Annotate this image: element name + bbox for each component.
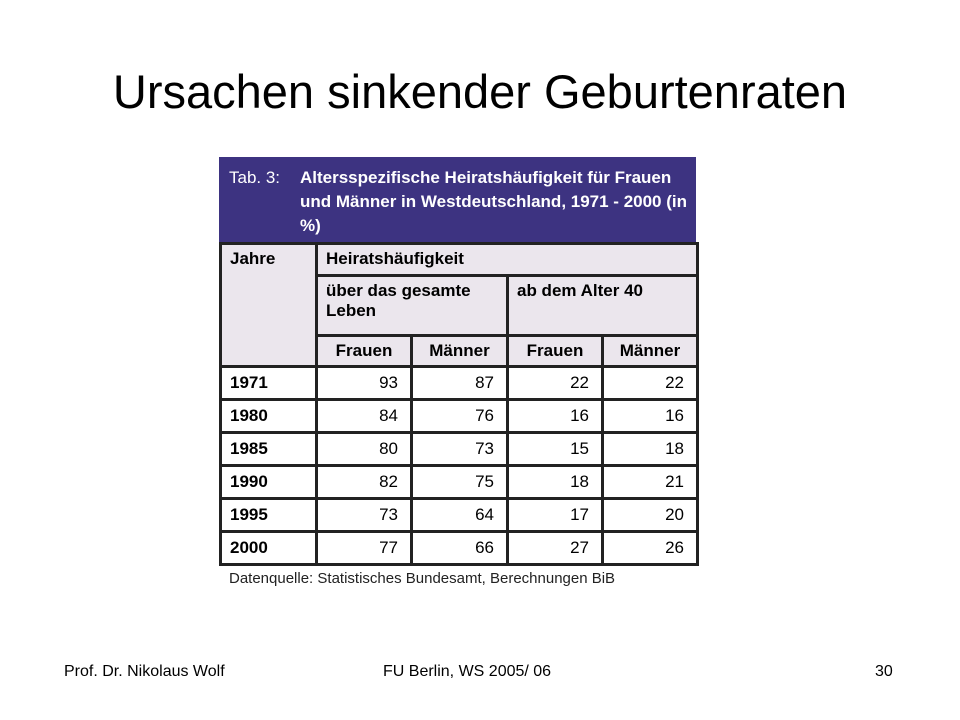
table-row — [221, 400, 698, 433]
cell-age40-women: 18 — [508, 466, 603, 499]
marriage-rate-table-figure — [219, 157, 696, 587]
table-caption: Altersspezifische Heiratshäufigkeit für Frauen und Männer in Westdeutschland, 1971 - 2000 (in %) — [300, 168, 687, 235]
header-lifetime: über das gesamte Leben — [317, 276, 508, 336]
header-age40-women: Frauen — [508, 336, 603, 367]
cell-age40-men: 21 — [603, 466, 698, 499]
cell-lifetime-women: 93 — [317, 367, 412, 400]
row-year: 1971 — [221, 367, 317, 400]
header-from-age-40: ab dem Alter 40 — [508, 276, 698, 336]
cell-lifetime-women: 77 — [317, 532, 412, 565]
cell-lifetime-men: 66 — [412, 532, 508, 565]
cell-lifetime-women: 80 — [317, 433, 412, 466]
cell-age40-women: 22 — [508, 367, 603, 400]
cell-lifetime-men: 64 — [412, 499, 508, 532]
cell-lifetime-men: 75 — [412, 466, 508, 499]
row-year: 1980 — [221, 400, 317, 433]
cell-lifetime-women: 73 — [317, 499, 412, 532]
table-caption-band — [219, 157, 696, 242]
table-row — [221, 433, 698, 466]
row-year: 1985 — [221, 433, 317, 466]
cell-lifetime-men: 87 — [412, 367, 508, 400]
row-year: 2000 — [221, 532, 317, 565]
marriage-rate-table — [219, 242, 699, 566]
table-row — [221, 532, 698, 565]
header-years: Jahre — [221, 244, 317, 367]
table-row — [221, 499, 698, 532]
cell-lifetime-men: 73 — [412, 433, 508, 466]
cell-age40-men: 16 — [603, 400, 698, 433]
row-year: 1995 — [221, 499, 317, 532]
cell-age40-men: 18 — [603, 433, 698, 466]
table-row — [221, 367, 698, 400]
cell-age40-women: 27 — [508, 532, 603, 565]
footer-page-number: 30 — [875, 663, 893, 680]
header-marriage-frequency: Heiratshäufigkeit — [317, 244, 698, 276]
header-lifetime-men: Männer — [412, 336, 508, 367]
footer-institution: FU Berlin, WS 2005/ 06 — [383, 663, 552, 680]
slide-title: Ursachen sinkender Geburtenraten — [112, 65, 848, 118]
header-age40-men: Männer — [603, 336, 698, 367]
cell-age40-women: 15 — [508, 433, 603, 466]
cell-age40-men: 20 — [603, 499, 698, 532]
cell-age40-women: 16 — [508, 400, 603, 433]
data-source-note: Datenquelle: Statistisches Bundesamt, Berechnungen BiB — [229, 570, 616, 587]
table-row — [221, 466, 698, 499]
cell-age40-women: 17 — [508, 499, 603, 532]
table-label: Tab. 3: — [229, 168, 281, 187]
footer-author: Prof. Dr. Nikolaus Wolf — [64, 663, 225, 680]
header-lifetime-women: Frauen — [317, 336, 412, 367]
row-year: 1990 — [221, 466, 317, 499]
cell-age40-men: 22 — [603, 367, 698, 400]
cell-lifetime-women: 84 — [317, 400, 412, 433]
cell-lifetime-men: 76 — [412, 400, 508, 433]
cell-age40-men: 26 — [603, 532, 698, 565]
cell-lifetime-women: 82 — [317, 466, 412, 499]
